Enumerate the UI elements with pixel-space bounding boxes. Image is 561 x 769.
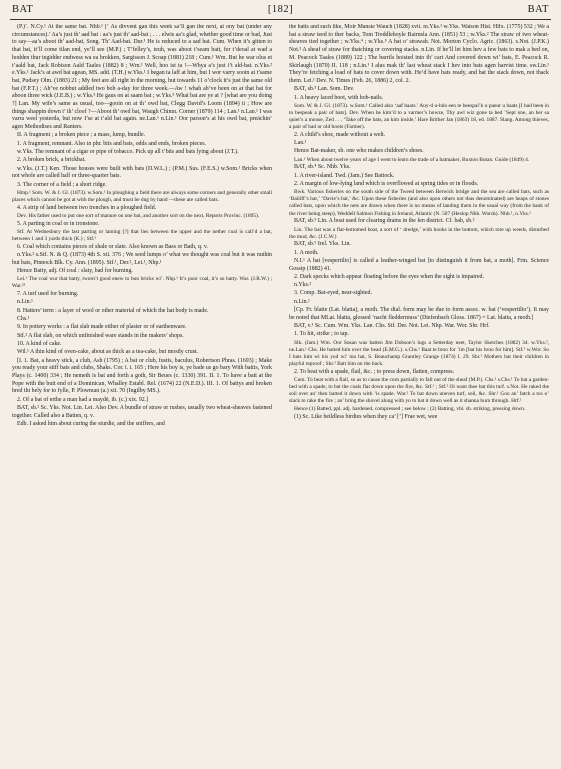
entry-paragraph: 1. A river-island. Twd. (Jam.) See Battock. — [294, 172, 395, 179]
entry-paragraph: [I. 1. Bat, a heavy stick, a club, Ash (1795) ; A bat or club, fustis, baculus, Robertson Phras. (1693) ; Make you ready your stiff bats and clubs, Shaks. Cor. i. i. 165 ; Here his boy is, ye bade us go bary With battis, York Plays (c. 1400) 334 ; He nemeth is bat and forth a goth, Sir Beues (c. 1330) 391. II. 1. To have a batt at the Pope with the butt end of a Dominican, Whalley Establ. Rel. (1674) 22 (N.E.D.). III. 1. Of battys and broken bred thi bely for to fylle, P. Plowman (a.) xii. 70 (Ingilby MS.). — [12, 357, 272, 395]
entry-paragraph: Hence Batty, adj. Of coal : slaty, bad for burning. — [17, 268, 133, 275]
header-right-word: BAT — [527, 4, 549, 15]
entry-paragraph: the batts and such like, Moir Mansie Wauch (1828) xvii. m.Yks.¹ w.Yks. Watson Hist. Hlfx. (1775) 532 ; We a bat a straw teed to ther backs, Tom Treddlehoyle Bairnsla Ann. (1851) 53 ; w.Yks.² The straw of two wheat-sheaves tied together ; w.Yks.⁴ ; w.Yks.⁵ A bat o’ strawah. Not. Morton Cyclo. Agric. (1863). s.Not. (J.P.K.) Not.³ A sheaf of straw for thatching or covering stacks. n.Lin. If he’ll let him hev a few bats to mak a bed on, M. Peacock Taales (1889) 122 ; The barrils hoisted into th’ cart And covered down wi’ bats, E. Peacock R. Skirlaugh (1870) II. 118 ; n.Lin.¹ I alus mak th’ last wheat stack I hev into bats agen harvist time. sw.Lin.¹ They’re fetching a load of bats to cover down with. He’d have bats ready, and bat the stack down, not thack them. Lei.¹ Dev. N. Times (Feb. 26, 1886) 2, col. 2. — [289, 24, 549, 84]
entry-paragraph: 2. Of a bat of erthe a man had a maydē, ib. (c.) xix. 92.] — [17, 396, 149, 403]
entry-paragraph: 2. A broken brick, a brickbat. — [17, 157, 86, 164]
entry-paragraph: w.Yks. (J.T.) Ken. Those houses were built with bats (D.W.L.) ; (P.M.) Sus. (F.E.S.) w.Som.¹ Bricks when not whole are called half or three-quarter bats. — [12, 165, 272, 180]
entry-paragraph: N.I.¹ A bat [vespertilio] is called a leather-winged bat [to distinguish it from bat, a moth]. Frm. Science Gossip (1882) 41. — [289, 257, 549, 272]
entry-paragraph: BAT, sb.⁶ Irel. Yks. Lin. — [294, 241, 351, 248]
entry-paragraph: 2. A margin of low-lying land which is overflowed at spring tides or in floods. — [294, 180, 479, 187]
entry-paragraph: 10. A kind of cake. — [17, 340, 62, 347]
entry-paragraph: 1. A heavy laced boot, with hob-nails. — [294, 94, 384, 101]
entry-paragraph: [Cp. Fr. blatte (Lat. blatta), a moth. The dial. form may be due to form assoc. w. bat (‘vespertilio’). It may be noted that MLat. blatta, glossed ‘nacht fleddermuss’ (Diefenbach Gloss. 1867) = Lat. blatta, a moth.] — [289, 307, 549, 321]
entry-paragraph: 9. In pottery works : a flat slab made either of plaster or of earthenware. — [17, 324, 187, 331]
header-rule — [10, 19, 551, 20]
entry-paragraph: BAT, sb.⁴ Sc. Nhb. Yks. — [294, 164, 351, 171]
entry-paragraph: (1) Sc. Like beildless birdies when they ca’ [’] Frae wet, wee — [294, 413, 438, 420]
entry-paragraph: Som. W. & J. Gl. (1873). w.Som.¹ Called also ‘aaf baats.’ Auy-d u-bún een te beespai’k u paeur u baats [I had been in to bespeak a pair of bats]. Dev. When he kim’d to a varmer’s howze, Thy awl wiz gone ta bed ’Sept one, an her sa quiet’s a mouse, Zed . . . ‘Take off the bats, an kim inside,’ Hare Brither Jan (1863) 18, ed. 1887. Slang. Among thieves, a pair of bad or old boots (Farmer). — [289, 102, 549, 131]
entry-paragraph: 1. To hit, strike ; to tap. — [294, 331, 349, 338]
entry-paragraph: II. A fragment ; a broken piece ; a mass, lump, bundle. — [17, 132, 146, 139]
entry-paragraph: Chs.¹ — [17, 316, 30, 323]
entry-paragraph: 5. A parting in coal or in ironstone. — [17, 220, 100, 227]
entry-paragraph: 8. Hatters’ term : a layer of wool or other material of which the hat body is made. — [17, 307, 209, 314]
entry-paragraph: BAT, sb.³ Lan. Som. Dev. — [294, 86, 355, 93]
entry-paragraph: 6. Coal which contains pieces of shale or slate. Also known as Bass or Bath, q. v. — [17, 243, 208, 250]
entry-paragraph: Stf.² A flat slab, on which unfinished ware stands in the makers’ shops. — [17, 332, 184, 339]
entry-paragraph: n.Lin.¹ — [294, 298, 310, 305]
entry-paragraph: Hmp.¹ Som. W. & J. Gl. (1873). w.Som.¹ In ploughing a field there are always some corners and generally other small places which cannot be got at with the plough, and must be dug by hand —these are called bats. — [12, 189, 272, 204]
left-column — [12, 24, 272, 764]
entry-paragraph: Edb. I asked him about curing the sturdie, and the sniffers, and — [17, 420, 165, 427]
entry-paragraph: 1. A moth. — [294, 249, 319, 256]
entry-paragraph: Lin. The bat was a flat-bottomed boat, a sort of ‘ dredge,’ with hooks in the bottom, which tore up weeds, disturbed the mud, &c. (J.C.W.) — [289, 226, 549, 240]
right-column — [289, 24, 549, 764]
entry-paragraph: n.Yks.² s.Stf. N. & Q. (1873) 4th S. xii. 376 ; We seed lumps o’ what we thought was coal but it was nuthin but bats, Pinnock Blk. Cy. Ann. (1895). Stf.¹, Der.², Lei.¹, Nhp.¹ — [12, 252, 272, 266]
header-left-word: BAT — [12, 4, 34, 15]
entry-paragraph: 2. To beat with a spade, flail, &c. ; to press down, flatten, compress. — [294, 368, 455, 375]
entry-paragraph: 3. Comp. Bat-eyed, near-sighted. — [294, 290, 372, 297]
entry-paragraph: BAT, sb.² Sc. Yks. Not. Lin. Lei. Also Dev. A bundle of straw or rushes, usually two wheat-sheaves fastened together. Called also a Batten, q. v. — [12, 404, 272, 419]
entry-paragraph: 4. A strip of land between two trenches in a ploughed field. — [17, 204, 157, 211]
entry-paragraph: 2. Dark specks which appear floating before the eyes when the sight is impaired. — [294, 273, 484, 280]
entry-paragraph: Lan.¹ — [294, 140, 307, 147]
entry-paragraph: Slk. (Jam.) Wm. Oor Susan was batten Jim Dobson’s lugs a Setterday neet, Taylor Sketches (1882) 34. w.Yks.², ne.Lan.¹ Chs. He batted him over the head (E.M.G.). s.Chs.¹ Baat te broo for ’im [bat his broo for him]. Stf.¹ w.Wor. So I bats him wi his yud wi’ ma hat, S. Beauchamp Grantley Grange (1874) I. 29. Shr.¹ Mothers bat their children in playful reproof ; Shr.² Batt him on the back. — [289, 339, 549, 367]
entry-paragraph: Bwk. Various fisheries on the south side of the Tweed between Berwick bridge and the sea are called bats, such as ‘Bailiff’s bat,’ ‘Davie’s bat,’ &c. Upon these fisheries (and also upon others not thus denominated) are heaps of stones called bats, upon which the nets are drawn when there is no means of landing them in the usual way (from the bank of the river being steep), Weddell Salmon Fishing in Ireland, Atlantic (N. 507 (Heslop Nhb. Words). Nhb.¹, n.Yks.² — [289, 189, 549, 217]
running-header — [12, 4, 549, 18]
entry-paragraph: 2. A child’s shoe, made without a welt. — [294, 131, 386, 138]
entry-paragraph: Cum. To beat with a flail, so as to cause the corn partially to fall out of the sheaf (M.P.). Chs.¹ s.Chs.¹ To bat a garden-bed with a spade, to bat the coals flat down upon the fire, &c. Stf.¹ ; Stf.² Oi want thee bat this turf. s.Not. He raked the soil over an’ then batted it down with ’is spade. War.² To bat down uneven turf, soil, &c. Shr.¹ Goo an’ fatch a tos o’ slack to rake the fire ; an’ bring the shovel alung with yo to bat it down well as it shanna burn through. Hrf.¹ — [289, 376, 549, 405]
entry-paragraph: Lan.¹ When about twelve years of age I went to learn the trade of a batmaker, Buxton Botan. Guide (1849) 4. — [294, 156, 530, 163]
entry-paragraph: w.Yks. The remnant of a cigar or pipe of tobacco. Pick up all t’bits and bats lying about (J.T.). — [17, 149, 239, 156]
entry-paragraph: Lei.¹ The coal wur that batty, tworn’t good enew to bun bricks wi’. Nhp.¹ It’s poor coal, it’s so batty. War. (J.R.W.) ; War.²³ — [12, 276, 272, 290]
entry-paragraph: n.Yks.² — [294, 282, 312, 289]
entry-paragraph: (P.)’. N.Cy.¹ At the same bat. Nhb.¹ [‘ As divvent gan this week sa’ll gan the next, at ony bat (under any circumstances).’ Aa’s just th’ aad bat : aa’s just th’ aad-bat ; . . . elwis aa’s glad, whether good time or bad, Just to say—aa’s aboot th’ aad-bat, Song. Th’ Aad-bat. Dur.¹ He is reduced to a sad bat. Cum. When it’s gitten to that bat, it’ll come tilan end, ye’ll see (M.P.) ; T’felley’s, teuh, was aboot t’seam batt, fer t’deoal at wad a hodden thur tegidder endwess wa ea brokken, Sargisson J. Scoap (1881) 218 ; Cum.¹ Wm. But he war olus et t’aald bat, Jack Robison Aald Taales (1882) 8 ; Wm.¹ Well, hoo ist ta !—Whya a’s just i’t ald-bat. n.Yks.² e.Yks.¹ Jack’s at awd bat agean, MS. add. (T.H.) w.Yks.¹ I began ta laff at him, but I wor varry sooin at t’same bat, Pudsey Olm. (1883) 21 ; My feet are all right in the morning, but towards 11 o’clock it’s just the same old bat (F.P.T.) ; Ah’ve nobbut addled two bob a-day for three week.—Aw ! whah ah’ve been on at that bat for aboon three wick (J.E.B.) ; w.Yks.³ He gaus on at saam bat ; w.Yks.⁵ What bat are ye at ? [what are you doing ?] Lan. My wife’s same as usual, too—gooin on at th’ owd bat, Clegg David’s Loom (1894) ii ; How are things shappin down i’ th’ cloof ?—Aboot th’ owd bat, Waugh Chimn. Corner (1879) 114 ; Lan.¹ n.Lan.¹ I was varra weel yesterda, but now I’se at t’ald bat again. ne.Lan.¹ n.Lin.¹ Oor parson’s at his owd bat, preächin’ agen Methodises and Ranters. — [12, 24, 272, 131]
entry-paragraph: Stf. At Wednesbury the last parting or laming [?] that lies between the upper and the nether coal is call’d a bat, between 1 and 3 yards thick (K.) ; Stf.² — [12, 228, 272, 243]
entry-paragraph: Wil.¹ A thin kind of oven-cake, about as thick as a tea-cake, but mostly crust. — [17, 349, 199, 356]
entry-paragraph: Hence Bat-maker, sb. one who makes children’s shoes. — [294, 148, 424, 155]
entry-paragraph: BAT, sb.⁵ Lin. A boat used for clearing drains in the fen district. Cf. bab, sb.² — [294, 218, 475, 225]
entry-paragraph: 3. The corner of a field ; a short ridge. — [17, 181, 107, 188]
page-number: [182] — [267, 4, 294, 15]
entry-paragraph: n.Lin.¹ — [17, 299, 33, 306]
entry-paragraph: 1. A fragment, remnant. Also in phr. bits and bats, odds and ends, broken pieces. — [17, 140, 206, 147]
entry-paragraph: Hence (1) Batted, ppl. adj. hardened, compressed ; see below ; (2) Batting, vbl. sb. striking, pressing down. — [294, 405, 526, 412]
entry-paragraph: 7. A turf used for burning. — [17, 291, 79, 298]
entry-paragraph: Dev. His father used to put one sort of manure on one bat, and another sort on the next, Reports Provinc. (1895). — [17, 213, 260, 219]
entry-paragraph: BAT, v.¹ Sc. Cum. Wm. Yks. Lan. Chs. Stf. Der. Not. Lei. Nhp. War. Wor. Shr. Hrf. — [294, 323, 490, 330]
